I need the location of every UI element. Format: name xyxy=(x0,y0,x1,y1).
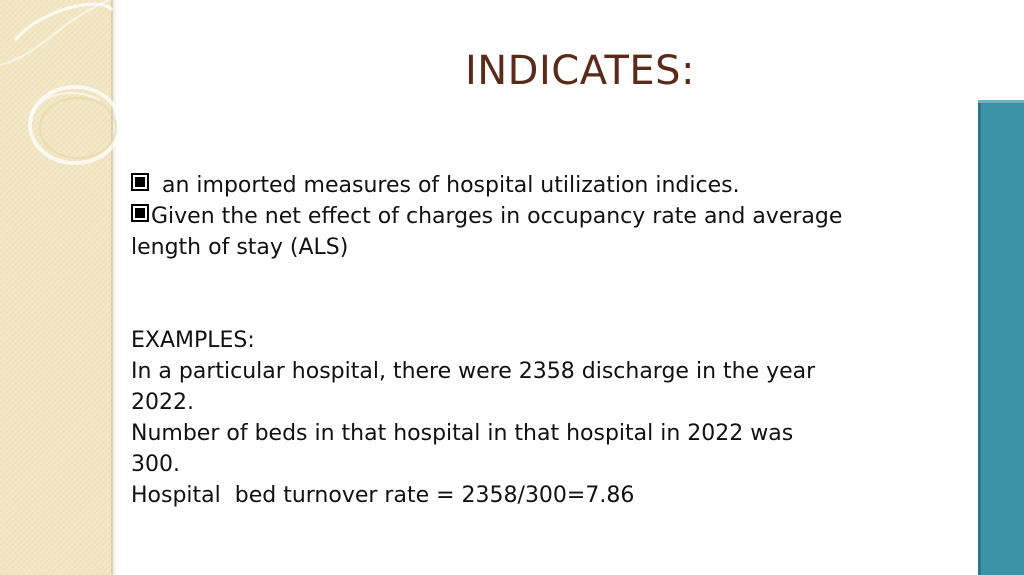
slide-title: INDICATES: xyxy=(464,48,696,94)
example-line: In a particular hospital, there were 2358 discharge in the year xyxy=(131,359,816,384)
bullet-text: an imported measures of hospital utilization indices. xyxy=(155,173,740,198)
bullet-continuation: length of stay (ALS) xyxy=(131,235,349,260)
right-accent-bar-highlight xyxy=(978,100,1024,103)
swirl-decoration-icon xyxy=(0,0,130,200)
example-formula-line: Hospital bed turnover rate = 2358/300=7.86 xyxy=(131,483,635,508)
right-accent-bar xyxy=(978,100,1024,575)
checkbox-bullet-icon xyxy=(131,173,149,191)
bullet-list xyxy=(131,170,931,263)
bullet-text: Given the net effect of charges in occupancy rate and average xyxy=(151,204,843,229)
example-line: 300. xyxy=(131,452,180,477)
examples-block xyxy=(131,325,891,511)
example-line: Number of beds in that hospital in that hospital in 2022 was xyxy=(131,421,794,446)
example-line: 2022. xyxy=(131,390,194,415)
bullet-item xyxy=(131,201,931,232)
checkbox-bullet-icon xyxy=(131,204,149,222)
bullet-item xyxy=(131,170,931,201)
examples-heading: EXAMPLES: xyxy=(131,328,255,353)
